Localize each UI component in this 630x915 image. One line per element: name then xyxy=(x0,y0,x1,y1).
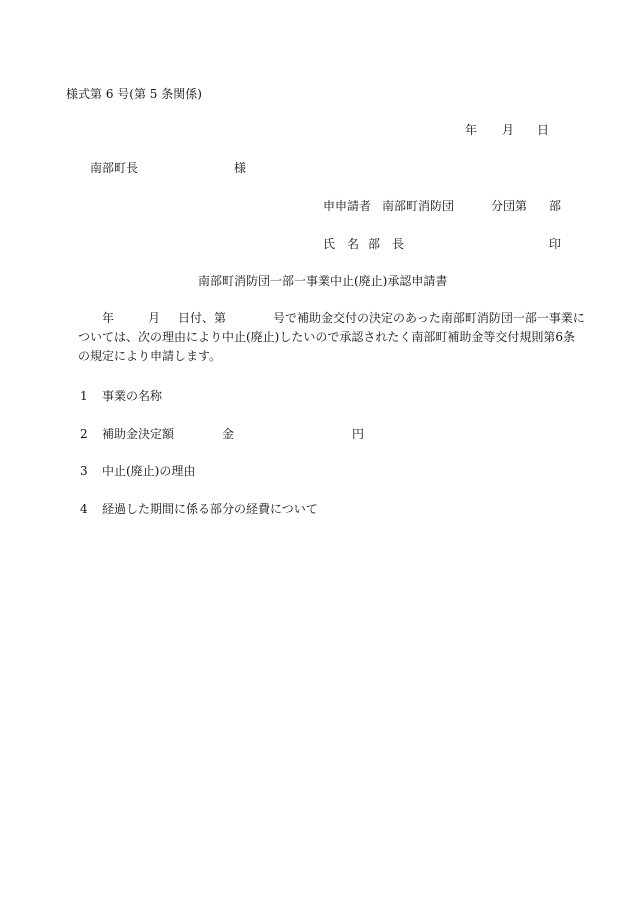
seal-mark: 印 xyxy=(549,237,562,251)
item-number: 4 xyxy=(80,502,88,516)
body-line1-text: 号で補助金交付の決定のあった南部町消防団一部一事業に xyxy=(273,311,585,325)
item-label-business-name: 事業の名称 xyxy=(102,389,163,403)
item-number: 3 xyxy=(80,464,88,478)
addressee-honorific: 様 xyxy=(234,161,247,175)
applicant-org: 南部町消防団 xyxy=(382,199,455,213)
addressee-name: 南部町長 xyxy=(90,161,139,175)
document-title: 南部町消防団一部一事業中止(廃止)承認申請書 xyxy=(198,274,448,288)
body-line2-text: ついては、次の理由により中止(廃止)したいので承認されたく南部町補助金等交付規則第6条 xyxy=(78,330,576,344)
applicant-name-label: 氏 名 xyxy=(323,237,360,251)
item-number: 2 xyxy=(80,427,88,441)
subsidy-amount-suffix: 円 xyxy=(352,427,365,441)
body-day-number-label: 日付、第 xyxy=(178,311,227,325)
date-month-label: 月 xyxy=(502,123,515,137)
form-label: 様式第 6 号(第 5 条関係) xyxy=(66,87,202,101)
item-number: 1 xyxy=(80,389,88,403)
item-label-reason: 中止(廃止)の理由 xyxy=(102,464,196,478)
item-label-elapsed-costs: 経過した期間に係る部分の経費について xyxy=(102,502,318,516)
body-line3-text: の規定により申請します。 xyxy=(78,349,222,363)
applicant-position: 部 長 xyxy=(368,237,405,251)
applicant-division-suffix: 部 xyxy=(549,199,562,213)
item-label-subsidy-amount: 補助金決定額 xyxy=(102,427,175,441)
date-day-label: 日 xyxy=(537,123,550,137)
applicant-division-prefix: 分団第 xyxy=(491,199,528,213)
body-year-label: 年 xyxy=(102,311,115,325)
subsidy-amount-prefix: 金 xyxy=(222,427,235,441)
date-year-label: 年 xyxy=(465,123,478,137)
body-month-label: 月 xyxy=(148,311,161,325)
applicant-label: 申申請者 xyxy=(323,199,372,213)
